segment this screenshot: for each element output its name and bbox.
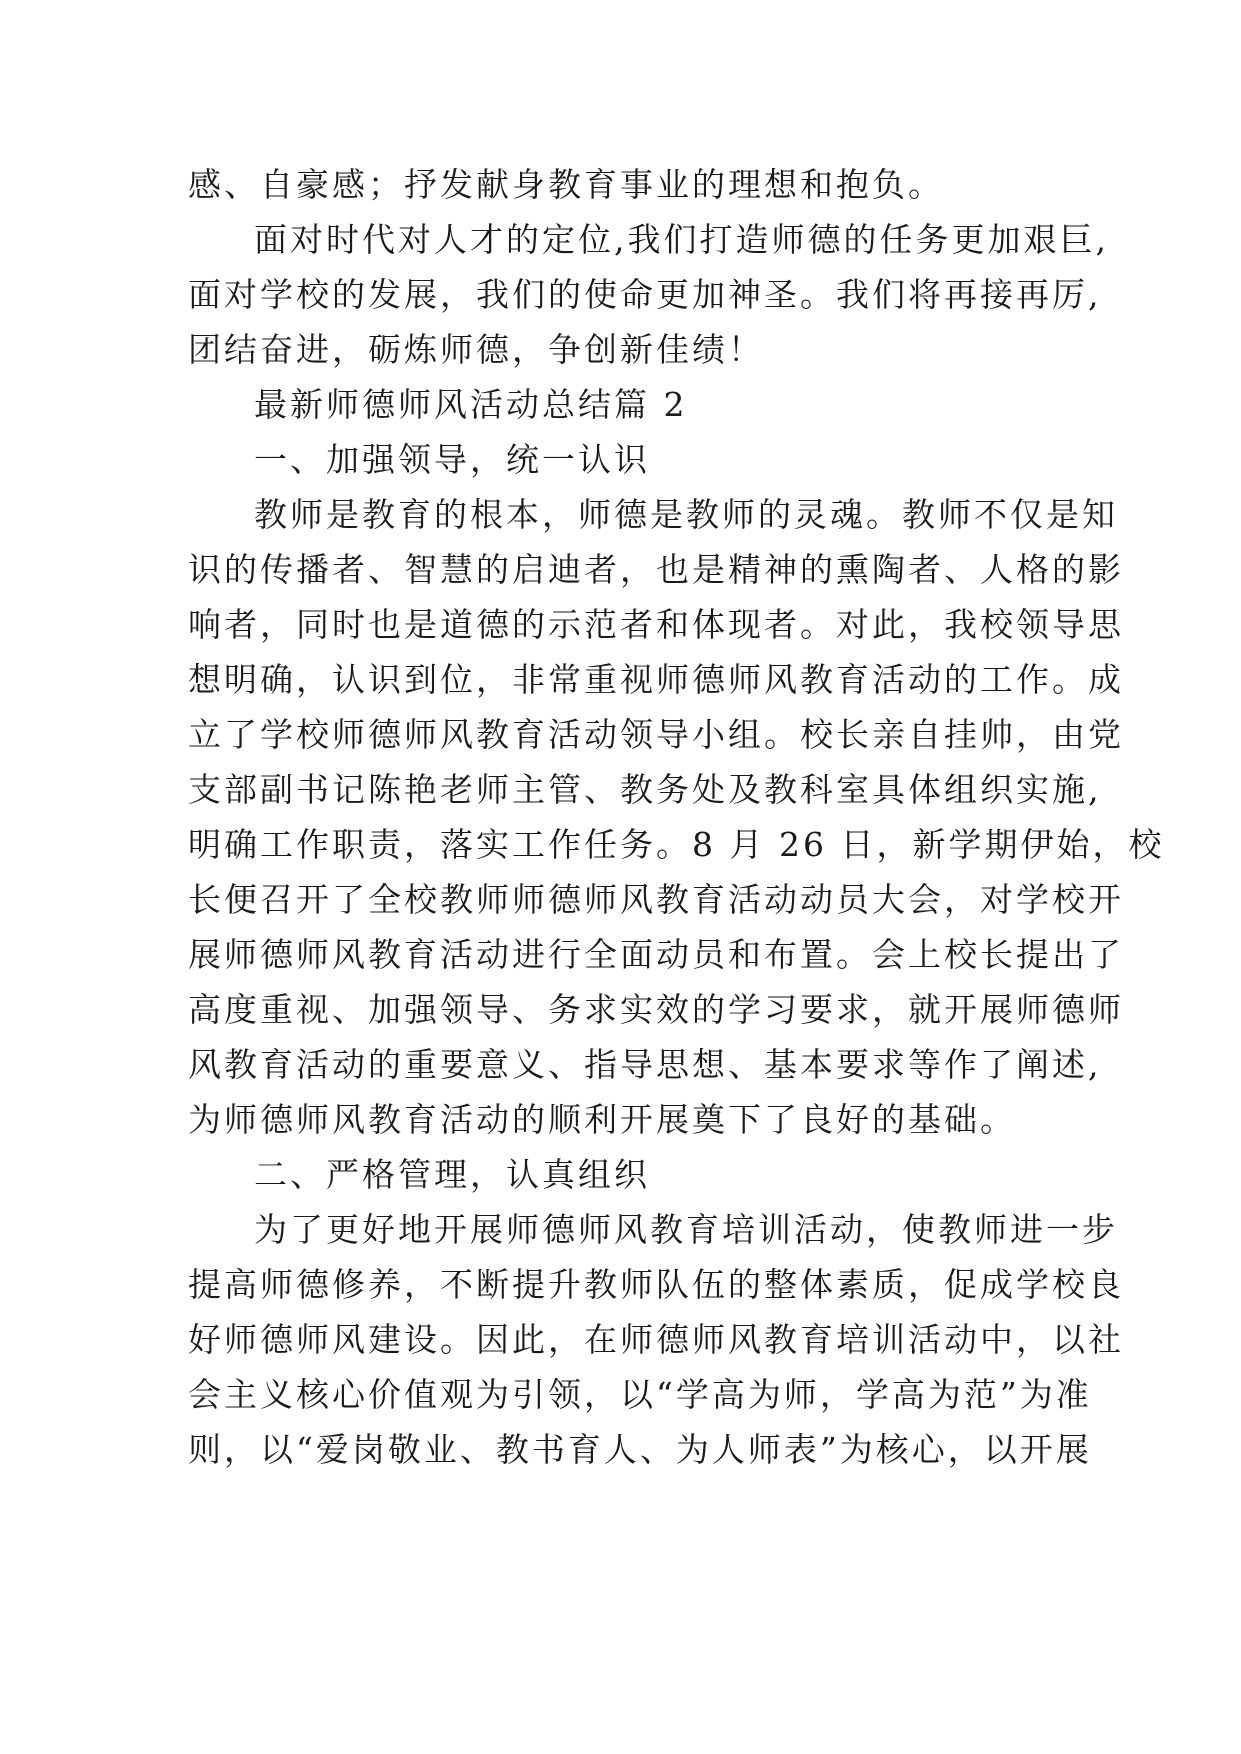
text-line: 团结奋进，砺炼师德，争创新佳绩！ — [188, 330, 764, 369]
text-line: 为了更好地开展师德师风教育培训活动，使教师进一步 — [254, 1210, 1118, 1249]
text-line: 展师德师风教育活动进行全面动员和布置。会上校长提出了 — [188, 935, 1124, 974]
text-line: 长便召开了全校教师师德师风教育活动动员大会，对学校开 — [188, 880, 1124, 919]
text-line: 想明确，认识到位，非常重视师德师风教育活动的工作。成 — [188, 660, 1124, 699]
text-line: 好师德师风建设。因此，在师德师风教育培训活动中，以社 — [188, 1320, 1124, 1359]
text-line: 支部副书记陈艳老师主管、教务处及教科室具体组织实施, — [188, 770, 1102, 809]
text-line: 为师德师风教育活动的顺利开展奠下了良好的基础。 — [188, 1100, 1016, 1139]
text-line: 高度重视、加强领导、务求实效的学习要求，就开展师德师 — [188, 990, 1124, 1029]
text-line: 感、自豪感；抒发献身教育事业的理想和抱负。 — [188, 165, 944, 204]
text-line: 面对时代对人才的定位,我们打造师德的任务更加艰巨, — [254, 220, 1109, 259]
text-line: 提高师德修养，不断提升教师队伍的整体素质，促成学校良 — [188, 1265, 1124, 1304]
text-line: 响者，同时也是道德的示范者和体现者。对此，我校领导思 — [188, 605, 1124, 644]
text-line: 风教育活动的重要意义、指导思想、基本要求等作了阐述, — [188, 1045, 1102, 1084]
text-line: 会主义核心价值观为引领，以“学高为师，学高为范”为准 — [188, 1375, 1092, 1414]
section-heading: 最新师德师风活动总结篇 2 — [254, 385, 688, 424]
text-line: 识的传播者、智慧的启迪者，也是精神的熏陶者、人格的影 — [188, 550, 1124, 589]
text-line: 则，以“爱岗敬业、教书育人、为人师表”为核心，以开展 — [188, 1430, 1092, 1469]
subsection-heading: 二、严格管理，认真组织 — [254, 1155, 650, 1194]
text-line: 面对学校的发展，我们的使命更加神圣。我们将再接再厉, — [188, 275, 1102, 314]
text-line: 教师是教育的根本，师德是教师的灵魂。教师不仅是知 — [254, 495, 1118, 534]
text-line: 明确工作职责，落实工作任务。8 月 26 日，新学期伊始，校 — [188, 825, 1165, 864]
subsection-heading: 一、加强领导，统一认识 — [254, 440, 650, 479]
text-line: 立了学校师德师风教育活动领导小组。校长亲自挂帅，由党 — [188, 715, 1124, 754]
